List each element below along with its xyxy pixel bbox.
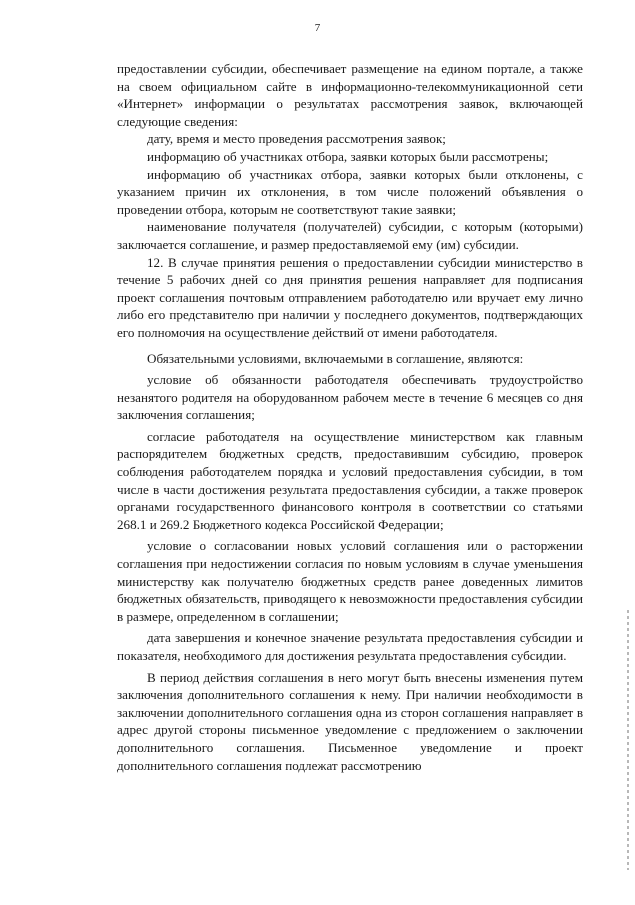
page-number: 7: [314, 22, 321, 34]
document-body: [117, 60, 583, 774]
paragraph: дата завершения и конечное значение результата предоставления субсидии и показателя, необходимого для достижения результата предоставления субсидии.: [117, 630, 583, 663]
paragraph: наименование получателя (получателей) субсидии, с которым (которыми) заключается соглашение, и размер предоставляемой ему (им) субсидии.: [117, 219, 583, 252]
paragraph: информацию об участниках отбора, заявки которых были отклонены, с указанием причин их отклонения, в том числе положений объявления о проведении отбора, которым не соответствуют такие заявки;: [117, 166, 583, 217]
paragraph: В период действия соглашения в него могут быть внесены изменения путем заключения дополнительного соглашения к нему. При наличии необходимости в заключении дополнительного соглашения одна из сторон соглашения направляет в адрес другой стороны письменное уведомление с предложением о заключении дополнительного соглашения. Письменное уведомление и проект дополнительного соглашения подлежат рассмотрению: [117, 669, 583, 773]
paragraph: предоставлении субсидии, обеспечивает размещение на едином портале, а также на своем официальном сайте в информационно-телекоммуникационной сети «Интернет» информации о результатах рассмотрения заявок, включающей следующие сведения:: [117, 61, 583, 129]
paragraph: дату, время и место проведения рассмотрения заявок;: [147, 131, 446, 147]
paragraph: 12. В случае принятия решения о предоставлении субсидии министерство в течение 5 рабочих дней со дня принятия решения направляет для подписания проект соглашения почтовым отправлением работодателю или вручает ему лично либо его представителю при наличии у последнего документов, подтверждающих его полномочия на осуществление действий от имени работодателя.: [117, 254, 583, 340]
scan-edge-artifact: [627, 610, 629, 870]
paragraph: условие о согласовании новых условий соглашения или о расторжении соглашения при недостижении согласия по новым условиям в случае уменьшения министерству как получателю бюджетных средств ранее доведенных лимитов бюджетных обязательств, приводящего к невозможности предоставления субсидии в размере, определенном в соглашении;: [117, 538, 583, 624]
paragraph: информацию об участниках отбора, заявки которых были рассмотрены;: [147, 148, 549, 164]
paragraph: согласие работодателя на осуществление министерством как главным распорядителем бюджетных средств, предоставившим субсидию, проверок соблюдения работодателем порядка и условий предоставления субсидии, в том числе в части достижения результата предоставления субсидии, а также проверок органами государственного финансового контроля в соответствии со статьями 268.1 и 269.2 Бюджетного кодекса Российской Федерации;: [117, 428, 583, 532]
paragraph: условие об обязанности работодателя обеспечивать трудоустройство незанятого родителя на оборудованном рабочем месте в течение 6 месяцев со дня заключения соглашения;: [117, 372, 583, 423]
paragraph: Обязательными условиями, включаемыми в соглашение, являются:: [147, 350, 524, 366]
